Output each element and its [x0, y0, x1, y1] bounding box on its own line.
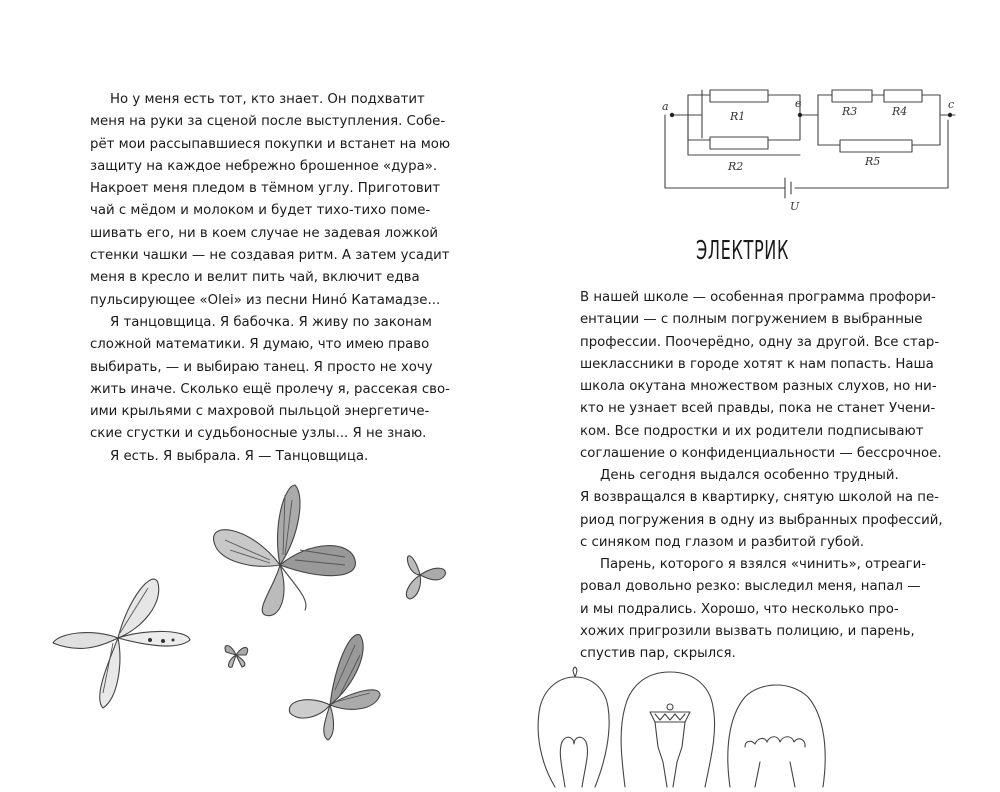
- butterfly-icon: [53, 579, 190, 708]
- circuit-diagram: [660, 90, 980, 220]
- paragraph-1: [580, 287, 942, 465]
- text-line: Но у меня есть тот, кто знает. Он подхватит: [110, 92, 425, 107]
- text-line: стенки чашки — не создавая ритм. А затем усадит: [90, 248, 450, 264]
- text-line: ими крыльями с махровой пыльцой энергетиче-: [90, 404, 430, 420]
- text-line: Я танцовщица. Я бабочка. Я живу по законам: [110, 315, 432, 330]
- chapter-heading: ЭЛЕКТРИК: [696, 236, 790, 266]
- node-c-label: c: [948, 98, 955, 111]
- text-line: с синяком под глазом и разбитой губой.: [580, 534, 865, 550]
- text-line: Я есть. Я выбрала. Я — Танцовщица.: [110, 449, 369, 464]
- butterfly-icon: [225, 646, 248, 668]
- text-line: рёт мои рассыпавшиеся покупки и встанет на мою: [90, 136, 451, 152]
- paragraph-3: [90, 446, 430, 468]
- butterfly-icon: [289, 635, 380, 740]
- text-line: соглашение о конфиденциальности — бессрочное.: [580, 446, 942, 462]
- text-line: спустив пар, скрылся.: [580, 646, 736, 662]
- text-line: защиту на каждое небрежно брошенное «дура».: [90, 158, 438, 174]
- resistor-r1-label: R1: [730, 110, 746, 123]
- light-bulbs-illustration: [530, 662, 870, 792]
- text-line: ентации — с полным погружением в выбранные: [580, 312, 923, 328]
- node-b-label: в: [795, 97, 802, 110]
- text-line: День сегодня выдался особенно трудный.: [600, 468, 899, 483]
- text-line: сложной математики. Я думаю, что имею право: [90, 337, 430, 353]
- text-line: пульсирующее «Olei» из песни Нино́ Катамадзе...: [90, 292, 441, 308]
- resistor-r5-label: R5: [865, 155, 881, 168]
- text-line: меня в кресло и велит пить чай, включит едва: [90, 270, 420, 286]
- text-line: ровал довольно резко: выследил меня, напал —: [580, 579, 921, 595]
- text-line: профессии. Поочерёдно, одну за другой. Все стар-: [580, 334, 940, 350]
- text-line: шивать его, ни в коем случае не задевая ложкой: [90, 225, 439, 241]
- node-a-label: a: [662, 100, 669, 113]
- text-line: меня на руки за сценой после выступления. Собе-: [90, 114, 446, 130]
- text-line: ские сгустки и судьбоносные узлы... Я не знаю.: [90, 426, 427, 442]
- text-line: выбирать, — и выбираю танец. Я просто не хочу: [90, 359, 433, 375]
- text-line: жить иначе. Сколько ещё пролечу я, рассекая сво-: [90, 381, 450, 397]
- text-line: школа окутана множеством разных слухов, но ни-: [580, 379, 937, 395]
- paragraph-2: [90, 312, 450, 446]
- text-line: и мы подрались. Хорошо, что несколько про-: [580, 601, 899, 617]
- text-line: ком. Все подростки и их родители подписывают: [580, 423, 924, 439]
- text-line: хожих пригрозили вызвать полицию, и парень,: [580, 623, 915, 639]
- text-line: В нашей школе — особенная программа профори-: [580, 290, 936, 305]
- text-line: чай с мёдом и молоком и будет тихо-тихо поме-: [90, 203, 431, 219]
- paragraph-3: [580, 554, 927, 665]
- light-bulb-icon: [538, 667, 609, 787]
- resistor-r2-label: R2: [728, 160, 744, 173]
- text-line: Парень, которого я взялся «чинить», отреаги-: [600, 557, 927, 572]
- butterfly-icon: [406, 556, 445, 599]
- right-page: [500, 0, 1000, 787]
- light-bulb-icon: [728, 685, 825, 787]
- text-line: кто не узнает всей правды, пока не станет Учени-: [580, 401, 936, 417]
- butterfly-icon: [214, 485, 356, 616]
- text-line: Я возвращался в квартирку, снятую школой на пе-: [580, 490, 939, 506]
- light-bulb-icon: [621, 672, 714, 787]
- text-line: риод погружения в одну из выбранных профессий,: [580, 512, 943, 528]
- paragraph-1: [90, 89, 451, 312]
- paragraph-2: [580, 465, 943, 554]
- voltage-u-label: U: [790, 200, 800, 213]
- butterflies-illustration: [0, 480, 500, 780]
- resistor-r3-label: R3: [842, 105, 858, 118]
- left-page: [0, 0, 500, 787]
- text-line: Накроет меня пледом в тёмном углу. Приготовит: [90, 181, 441, 197]
- text-line: шеклассники в городе хотят к нам попасть. Наша: [580, 356, 934, 372]
- resistor-r4-label: R4: [892, 105, 908, 118]
